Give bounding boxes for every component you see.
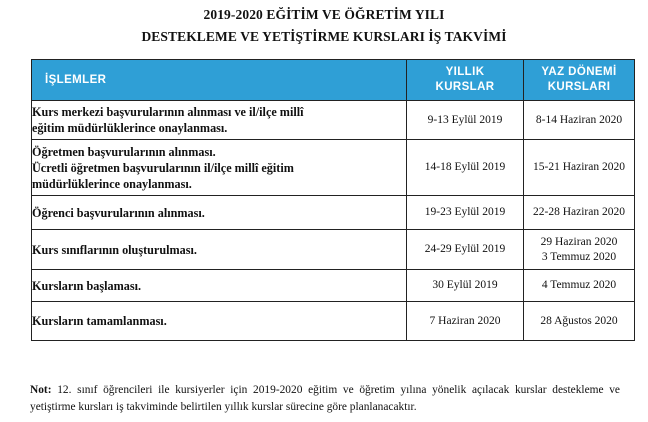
operation-line: eğitim müdürlüklerince onaylanması. xyxy=(32,121,228,135)
schedule-table xyxy=(31,59,635,341)
header-yearly-line1: YILLIK xyxy=(445,66,485,78)
footnote xyxy=(30,382,620,416)
table-row xyxy=(32,196,635,230)
footnote-label: Not: xyxy=(30,384,52,396)
footnote-text: 12. sınıf öğrencileri ile kursiyerler için 2019-2020 eğitim ve öğretim yılına yönelik açılacak kurslar destekleme ve yetiştirme kursları iş takviminde belirtilen yıllık kurslar sürecine göre planlanacaktır. xyxy=(30,384,620,413)
yearly-date-cell: 9-13 Eylül 2019 xyxy=(407,101,524,140)
operation-cell: Kursların başlaması. xyxy=(32,270,407,302)
yearly-date-cell: 19-23 Eylül 2019 xyxy=(407,196,524,230)
table-row xyxy=(32,302,635,341)
header-summer-courses xyxy=(524,60,635,101)
summer-date-cell: 22-28 Haziran 2020 xyxy=(524,196,635,230)
table-row xyxy=(32,140,635,196)
yearly-date-cell: 30 Eylül 2019 xyxy=(407,270,524,302)
summer-date-cell: 28 Ağustos 2020 xyxy=(524,302,635,341)
operation-cell xyxy=(32,101,407,140)
summer-date-line: 29 Haziran 2020 xyxy=(540,235,618,248)
operation-cell: Öğrenci başvurularının alınması. xyxy=(32,196,407,230)
summer-date-cell xyxy=(524,230,635,270)
operation-cell: Kursların tamamlanması. xyxy=(32,302,407,341)
operation-cell xyxy=(32,140,407,196)
summer-date-line: 3 Temmuz 2020 xyxy=(541,250,617,263)
operation-cell: Kurs sınıflarının oluşturulması. xyxy=(32,230,407,270)
yearly-date-cell: 24-29 Eylül 2019 xyxy=(407,230,524,270)
header-yearly-courses xyxy=(407,60,524,101)
table-row xyxy=(32,230,635,270)
operation-line: müdürlüklerince onaylanması. xyxy=(32,176,192,191)
summer-date-cell: 4 Temmuz 2020 xyxy=(524,270,635,302)
header-operations: İŞLEMLER xyxy=(32,60,407,101)
header-summer-line2: KURSLARI xyxy=(547,81,611,93)
summer-date-cell: 8-14 Haziran 2020 xyxy=(524,101,635,140)
operation-line: Öğretmen başvurularının alınması. xyxy=(32,144,216,159)
document-subtitle: DESTEKLEME VE YETİŞTİRME KURSLARI İŞ TAKVİMİ xyxy=(141,29,507,44)
operation-line: Ücretli öğretmen başvurularının il/ilçe millî eğitim xyxy=(32,160,294,175)
table-header-row xyxy=(32,60,635,101)
summer-date-cell: 15-21 Haziran 2020 xyxy=(524,140,635,196)
header-summer-line1: YAZ DÖNEMİ xyxy=(541,66,617,78)
header-yearly-line2: KURSLAR xyxy=(435,81,495,93)
yearly-date-cell: 14-18 Eylül 2019 xyxy=(407,140,524,196)
operation-line: Kurs merkezi başvurularının alınması ve il/ilçe millî xyxy=(32,105,304,119)
yearly-date-cell: 7 Haziran 2020 xyxy=(407,302,524,341)
table-row xyxy=(32,270,635,302)
table-row xyxy=(32,101,635,140)
document-title: 2019-2020 EĞİTİM VE ÖĞRETİM YILI xyxy=(203,7,445,22)
